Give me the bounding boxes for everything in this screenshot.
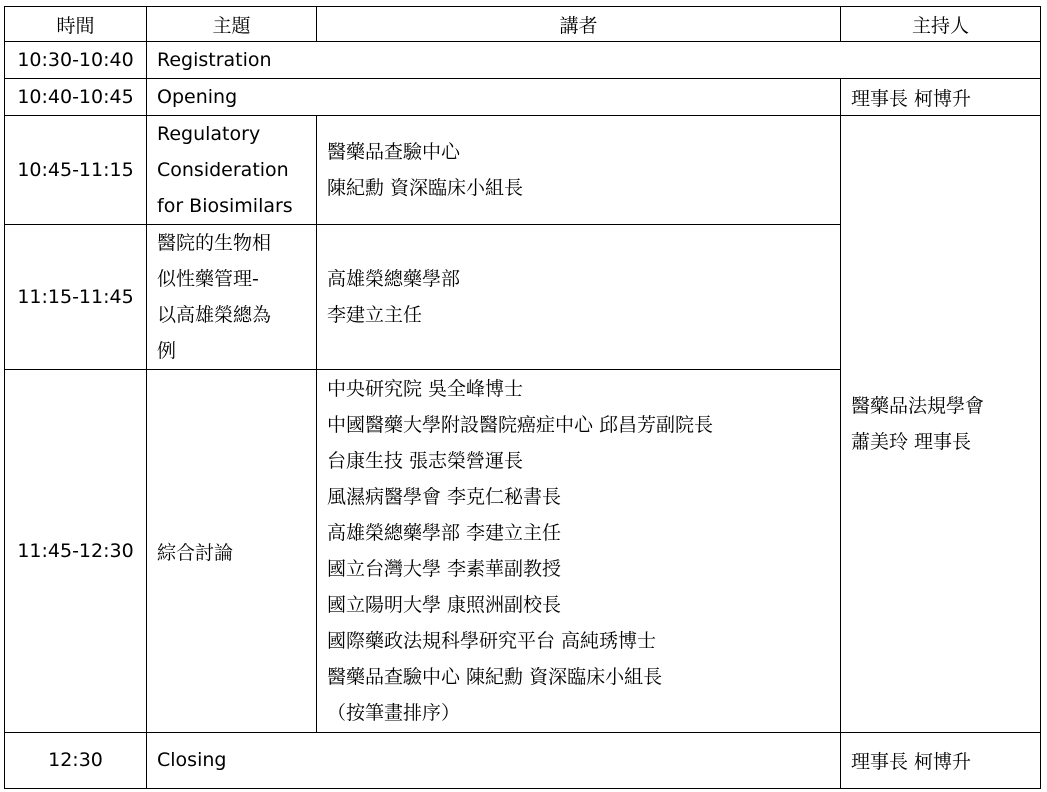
speaker-cell <box>317 370 841 732</box>
table-row <box>5 42 1041 79</box>
topic-cell <box>147 225 317 370</box>
time-cell: 10:40-10:45 <box>5 79 147 116</box>
speaker-line: 國立台灣大學 李素華副教授 <box>327 558 562 581</box>
topic-cell: Registration <box>147 42 1041 79</box>
host-line: 醫藥品法規學會 <box>851 395 985 417</box>
speaker-cell <box>317 225 841 370</box>
agenda-table <box>4 6 1041 789</box>
time-cell: 11:45-12:30 <box>5 370 147 732</box>
speaker-cell <box>317 116 841 225</box>
topic-line: 醫院的生物相 <box>157 232 272 255</box>
speaker-line: 高雄榮總藥學部 <box>327 268 461 291</box>
topic-line: 例 <box>157 340 177 363</box>
speaker-line: 陳紀勳 資深臨床小組長 <box>327 177 524 200</box>
speaker-line: 國立陽明大學 康照洲副校長 <box>327 594 562 617</box>
table-row <box>5 79 1041 116</box>
table-row <box>5 732 1041 788</box>
time-cell: 12:30 <box>5 732 147 788</box>
time-cell: 10:45-11:15 <box>5 116 147 225</box>
topic-line: 似性藥管理- <box>157 268 259 291</box>
topic-cell: Opening <box>147 79 841 116</box>
host-cell-merged <box>841 116 1041 733</box>
header-row <box>5 7 1041 42</box>
speaker-line: 中國醫藥大學附設醫院癌症中心 邱昌芳副院長 <box>327 414 714 437</box>
header-time: 時間 <box>5 7 147 42</box>
topic-line: 以高雄榮總為 <box>157 304 272 327</box>
speaker-line: 台康生技 張志榮營運長 <box>327 450 524 473</box>
speaker-line: 中央研究院 吳全峰博士 <box>327 378 524 401</box>
speaker-line: 國際藥政法規科學研究平台 高純琇博士 <box>327 630 657 653</box>
host-cell: 理事長 柯博升 <box>841 79 1041 116</box>
speaker-line: 醫藥品查驗中心 陳紀勳 資深臨床小組長 <box>327 666 663 689</box>
header-host: 主持人 <box>841 7 1041 42</box>
speaker-line: 高雄榮總藥學部 李建立主任 <box>327 522 562 545</box>
speaker-line: 醫藥品查驗中心 <box>327 141 461 164</box>
table-row <box>5 116 1041 225</box>
topic-line: Regulatory <box>157 123 261 146</box>
header-speaker: 講者 <box>317 7 841 42</box>
host-cell: 理事長 柯博升 <box>841 732 1041 788</box>
speaker-line: 風濕病醫學會 李克仁秘書長 <box>327 486 562 509</box>
host-line: 蕭美玲 理事長 <box>851 431 972 453</box>
topic-cell <box>147 116 317 225</box>
topic-line: for Biosimilars <box>157 195 293 218</box>
topic-cell: 綜合討論 <box>147 370 317 732</box>
time-cell: 10:30-10:40 <box>5 42 147 79</box>
header-topic: 主題 <box>147 7 317 42</box>
speaker-line: 李建立主任 <box>327 304 423 327</box>
speaker-line: （按筆畫排序） <box>327 702 461 725</box>
time-cell: 11:15-11:45 <box>5 225 147 370</box>
topic-cell: Closing <box>147 732 841 788</box>
topic-line: Consideration <box>157 159 289 182</box>
